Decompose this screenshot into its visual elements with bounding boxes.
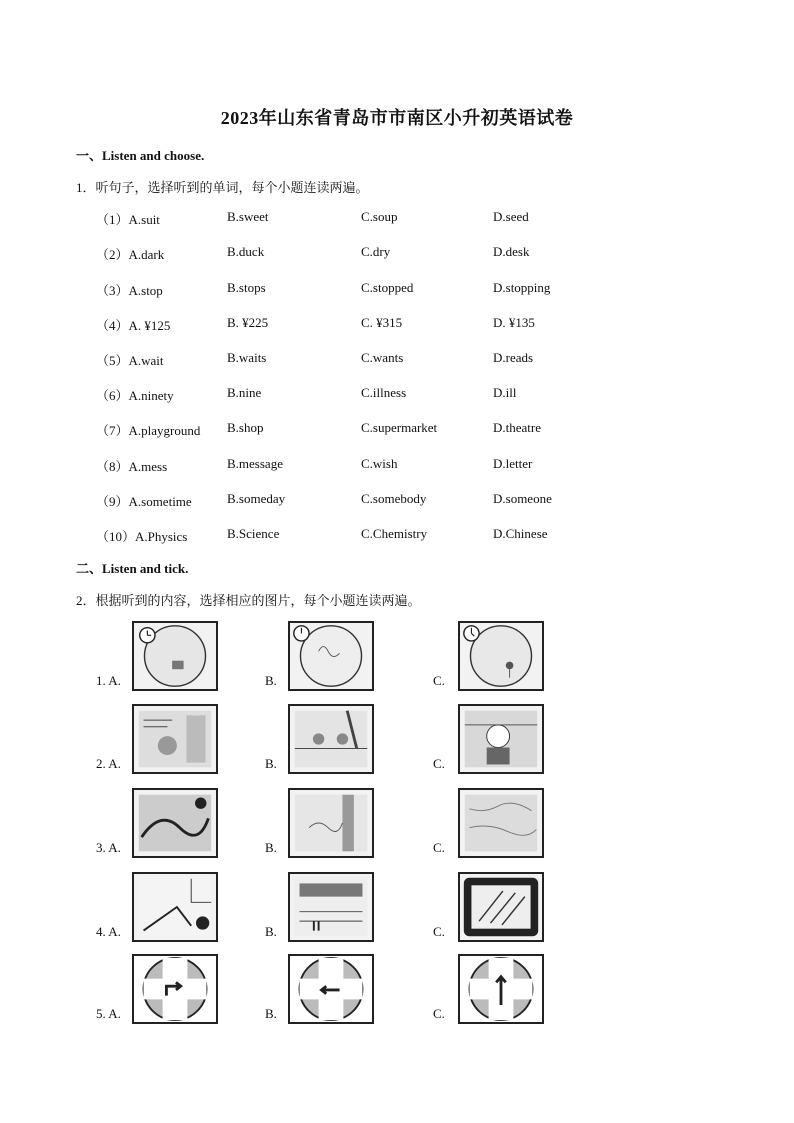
question-option-b[interactable]: B. ¥225 <box>227 315 269 330</box>
question-option-d[interactable]: D. ¥135 <box>493 315 535 330</box>
question-option-b[interactable]: B.message <box>227 456 283 471</box>
question-option-c[interactable]: C.somebody <box>361 491 427 506</box>
question-row <box>96 209 716 227</box>
picture-option-image[interactable] <box>458 704 544 774</box>
question-option-b[interactable]: B.shop <box>227 420 264 435</box>
question-option-a[interactable]: （4）A. ¥125 <box>96 318 171 333</box>
picture-option-image[interactable] <box>288 704 374 774</box>
question-option-b[interactable]: B.sweet <box>227 209 269 224</box>
picture-option-label: C. <box>433 756 445 771</box>
picture-question-row <box>96 615 656 691</box>
picture-option-image[interactable] <box>458 872 544 942</box>
picture-option-image[interactable] <box>288 872 374 942</box>
question-option-d[interactable]: D.letter <box>493 456 533 471</box>
question-option-c[interactable]: C.soup <box>361 209 398 224</box>
picture-option-image[interactable] <box>458 954 544 1024</box>
picture-option-label: C. <box>433 840 445 855</box>
picture-option-image[interactable] <box>458 621 544 691</box>
question-option-c[interactable]: C.dry <box>361 244 391 259</box>
picture-question-row <box>96 698 656 774</box>
question-row <box>96 385 716 403</box>
picture-option-label: 1. A. <box>96 673 121 688</box>
question-option-a[interactable]: （5）A.wait <box>96 353 164 368</box>
question-option-b[interactable]: B.Science <box>227 526 280 541</box>
picture-option-label: B. <box>265 673 277 688</box>
picture-option-label: 2. A. <box>96 756 121 771</box>
picture-option-label: B. <box>265 756 277 771</box>
picture-option-label: C. <box>433 1006 445 1021</box>
picture-question-row <box>96 782 656 858</box>
question-option-c[interactable]: C.wants <box>361 350 404 365</box>
question-option-a[interactable]: （8）A.mess <box>96 459 168 474</box>
question-row <box>96 420 716 438</box>
question-option-d[interactable]: D.someone <box>493 491 552 506</box>
picture-option-image[interactable] <box>132 704 218 774</box>
question-row <box>96 280 716 298</box>
picture-option-image[interactable] <box>458 788 544 858</box>
picture-option-image[interactable] <box>288 621 374 691</box>
picture-option-label: B. <box>265 924 277 939</box>
question-option-d[interactable]: D.desk <box>493 244 530 259</box>
question-row <box>96 350 716 368</box>
picture-option-image[interactable] <box>132 954 218 1024</box>
section2-heading: 二、Listen and tick. <box>76 561 189 576</box>
question-option-a[interactable]: （7）A.playground <box>96 423 201 438</box>
picture-question-row <box>96 948 656 1024</box>
question-option-d[interactable]: D.theatre <box>493 420 542 435</box>
picture-option-label: C. <box>433 673 445 688</box>
question-option-d[interactable]: D.reads <box>493 350 534 365</box>
question-option-c[interactable]: C.Chemistry <box>361 526 428 541</box>
question-row <box>96 315 716 333</box>
picture-option-image[interactable] <box>132 621 218 691</box>
question-option-d[interactable]: D.stopping <box>493 280 551 295</box>
picture-option-label: B. <box>265 840 277 855</box>
picture-option-label: 5. A. <box>96 1006 121 1021</box>
question-option-d[interactable]: D.ill <box>493 385 517 400</box>
question-option-d[interactable]: D.seed <box>493 209 529 224</box>
question-option-b[interactable]: B.duck <box>227 244 265 259</box>
question-option-b[interactable]: B.stops <box>227 280 266 295</box>
question-option-c[interactable]: C.illness <box>361 385 407 400</box>
question-option-a[interactable]: （3）A.stop <box>96 283 163 298</box>
picture-option-label: C. <box>433 924 445 939</box>
picture-question-row <box>96 866 656 942</box>
question-option-b[interactable]: B.someday <box>227 491 286 506</box>
question-option-a[interactable]: （2）A.dark <box>96 247 165 262</box>
question-option-d[interactable]: D.Chinese <box>493 526 548 541</box>
question-option-a[interactable]: （6）A.ninety <box>96 388 174 403</box>
section1-heading: 一、Listen and choose. <box>76 148 205 163</box>
question-option-b[interactable]: B.nine <box>227 385 262 400</box>
question-row <box>96 456 716 474</box>
question-row <box>96 526 716 544</box>
picture-option-image[interactable] <box>288 954 374 1024</box>
section2-instruction: 2．根据听到的内容，选择相应的图片，每个小题连读两遍。 <box>76 593 421 608</box>
picture-option-image[interactable] <box>288 788 374 858</box>
question-option-b[interactable]: B.waits <box>227 350 267 365</box>
question-option-c[interactable]: C. ¥315 <box>361 315 403 330</box>
section1-instruction: 1．听句子，选择听到的单词，每个小题连读两遍。 <box>76 180 369 195</box>
question-option-c[interactable]: C.supermarket <box>361 420 438 435</box>
page-title: 2023年山东省青岛市市南区小升初英语试卷 <box>220 108 574 128</box>
question-option-c[interactable]: C.wish <box>361 456 398 471</box>
question-row <box>96 491 716 509</box>
picture-option-label: 4. A. <box>96 924 121 939</box>
question-option-c[interactable]: C.stopped <box>361 280 414 295</box>
picture-option-label: B. <box>265 1006 277 1021</box>
question-option-a[interactable]: （9）A.sometime <box>96 494 192 509</box>
picture-option-image[interactable] <box>132 788 218 858</box>
question-option-a[interactable]: （10）A.Physics <box>96 529 188 544</box>
picture-option-image[interactable] <box>132 872 218 942</box>
question-option-a[interactable]: （1）A.suit <box>96 212 160 227</box>
question-row <box>96 244 716 262</box>
picture-option-label: 3. A. <box>96 840 121 855</box>
